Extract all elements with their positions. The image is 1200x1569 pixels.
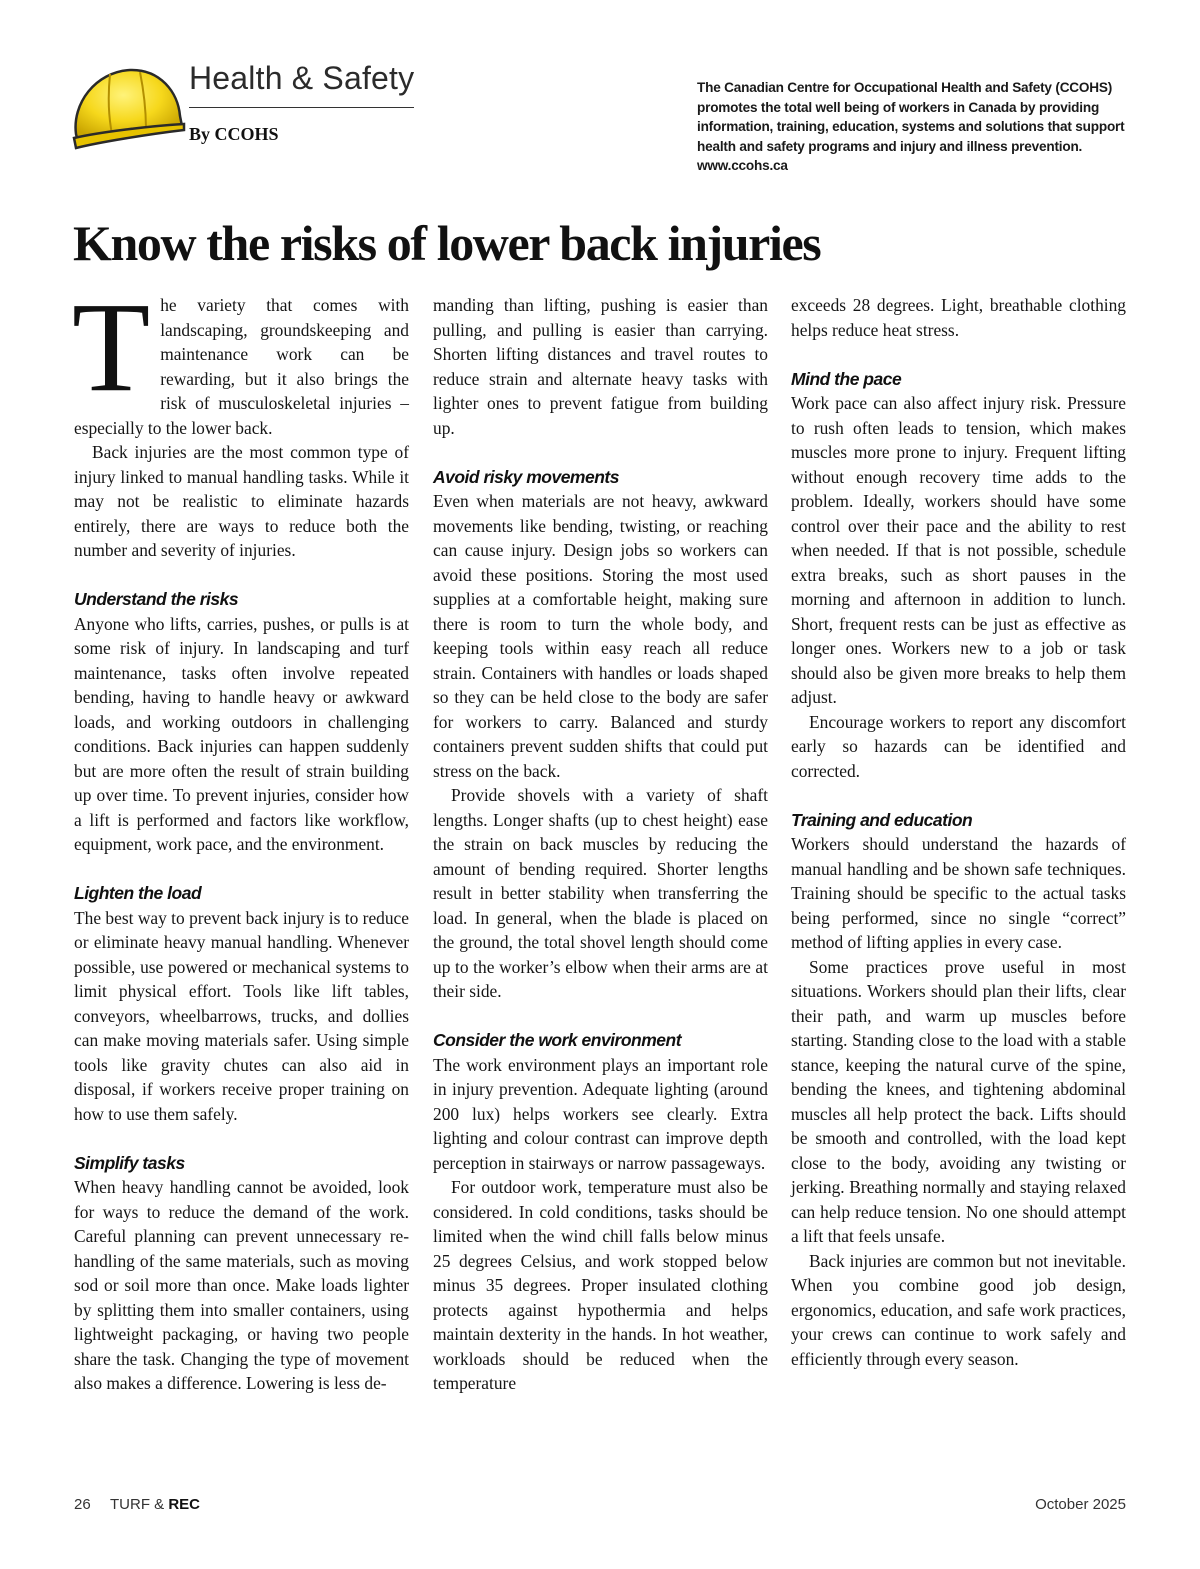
magazine-name-prefix: TURF & (110, 1496, 165, 1513)
section-heading: Simplify tasks (74, 1152, 185, 1173)
headline: Know the risks of lower back injuries (73, 215, 821, 271)
body-paragraph: Some practices prove useful in most situations. Workers should plan their lifts, clear their path, and warm up muscles before starting. Standing close to the load with a stable stance, keeping the natural curve of the spine, bending the knees, and tightening abdominal muscles all help protect the back. Lifts should be smooth and controlled, with the load kept close to the body, avoiding any twisting or jerking. Breathing normally and staying relaxed can help reduce tension. No one should attempt a lift that feels unsafe. (791, 956, 1126, 1246)
issue-date: October 2025 (1035, 1496, 1126, 1513)
closing-paragraph: Back injuries are common but not inevitable. When you combine good job design, ergonomics, education, and safe work practices, your crews can continue to work safely and efficiently through every season. (791, 1250, 1126, 1369)
body-paragraph-continued: manding than lifting, pushing is easier than pulling, and pulling is easier than carrying. Shorten lifting distances and travel routes to reduce strain and alternate heavy tasks with lighter ones to prevent fatigue from building up. (433, 295, 768, 438)
drop-cap: T (72, 276, 151, 418)
body-paragraph: The best way to prevent back injury is to reduce or eliminate heavy manual handling. Whenever possible, use powered or mechanical systems to limit physical effort. Tools like lift tables, conveyors, wheelbarrows, trucks, and dollies can make moving materials safer. Using simple tools like gravity chutes can also aid in disposal, if workers receive proper training on how to use them safely. (74, 907, 409, 1124)
body-paragraph: The work environment plays an important role in injury prevention. Adequate lighting (around 200 lux) helps workers see clearly. Extra lighting and colour contrast can improve depth perception in stairways or narrow passageways. (433, 1054, 768, 1173)
body-paragraph: Workers should understand the hazards of manual handling and be shown safe techniques. Training should be specific to the actual tasks being performed, since no single “correct” method of lifting applies in every case. (791, 834, 1126, 952)
hard-hat-icon (70, 64, 186, 154)
body-paragraph: Anyone who lifts, carries, pushes, or pulls is at some risk of injury. In landscaping and turf maintenance, tasks often involve repeated bending, having to handle heavy or awkward loads, and working outdoors in challenging conditions. Back injuries can happen suddenly but are more often the result of strain building up over time. To prevent injuries, consider how a lift is performed and factors like workflow, equipment, work pace, and the environment. (74, 613, 409, 854)
section-heading: Avoid risky movements (433, 466, 619, 487)
section-heading: Mind the pace (791, 368, 902, 389)
magazine-name-bold: REC (168, 1496, 201, 1513)
header-divider (189, 107, 414, 108)
intro-paragraph (72, 276, 409, 440)
article-column-2 (433, 293, 768, 1396)
magazine-name (110, 1496, 200, 1513)
section-heading: Consider the work environment (433, 1030, 682, 1050)
body-paragraph: Work pace can also affect injury risk. Pressure to rush often leads to tension, which makes muscles more prone to injury. Frequent lifting without enough recovery time adds to the problem. Ideally, workers should have some control over their pace and the ability to rest when needed. If that is not possible, schedule extra breaks, such as short pauses in the morning and afternoon in addition to lunch. Short, frequent rests can be just as effective as longer ones. Workers new to a job or task should also be given more breaks to help them adjust. (791, 393, 1126, 707)
body-paragraph: Provide shovels with a variety of shaft lengths. Longer shafts (up to chest height) ease the strain on back muscles by reducing the amount of bending required. Shorter lengths result in better stability when transferring the load. In general, when the blade is placed on the ground, the total shovel length should come up to the worker’s elbow when their arms are at their side. (433, 785, 768, 1001)
org-blurb: The Canadian Centre for Occupational Health and Safety (CCOHS) promotes the total well being of workers in Canada by providing information, training, education, systems and solutions that support health and safety programs and injury and illness prevention. www.ccohs.ca (697, 80, 1125, 174)
article-column-1 (72, 276, 409, 1396)
body-paragraph: Encourage workers to report any discomfort early so hazards can be identified and corrected. (791, 711, 1126, 781)
body-paragraph: Back injuries are the most common type of injury linked to manual handling tasks. While it may not be realistic to eliminate hazards entirely, there are ways to reduce both the number and severity of injuries. (74, 442, 409, 560)
section-heading: Lighten the load (74, 883, 202, 903)
body-paragraph: When heavy handling cannot be avoided, look for ways to reduce the demand of the work. Careful planning can prevent unnecessary re-handling of the same materials, such as moving sod or soil more than once. Make loads lighter by splitting them into smaller containers, using lightweight packaging, or having two people share the task. Changing the type of movement also makes a difference. Lowering is less de- (74, 1177, 409, 1393)
body-paragraph: For outdoor work, temperature must also be considered. In cold conditions, tasks should be limited when the wind chill falls below minus 25 degrees Celsius, and work stopped below minus 35 degrees. Proper insulated clothing protects against hypothermia and helps maintain dexterity in the hands. In hot weather, workloads should be reduced when the temperature (433, 1177, 768, 1393)
body-paragraph-continued: exceeds 28 degrees. Light, breathable clothing helps reduce heat stress. (791, 295, 1126, 340)
page-number: 26 (74, 1496, 91, 1513)
intro-text: he variety that comes with landscaping, groundskeeping and maintenance work can be rewarding, but it also brings the risk of musculoskeletal injuries – especially to the lower back. (74, 295, 409, 438)
byline: By CCOHS (189, 124, 279, 144)
article-column-3 (791, 293, 1126, 1371)
section-title: Health & Safety (189, 60, 415, 96)
section-heading: Understand the risks (74, 589, 239, 609)
body-paragraph: Even when materials are not heavy, awkward movements like bending, twisting, or reaching can cause injury. Design jobs so workers can avoid these positions. Storing the most used supplies at a comfortable height, making sure there is room to turn the whole body, and keeping tools within easy reach all reduce strain. Containers with handles or loads shaped so they can be held close to the body are safer for workers to carry. Balanced and sturdy containers prevent sudden shifts that could put stress on the back. (433, 491, 768, 781)
section-heading: Training and education (791, 809, 973, 830)
